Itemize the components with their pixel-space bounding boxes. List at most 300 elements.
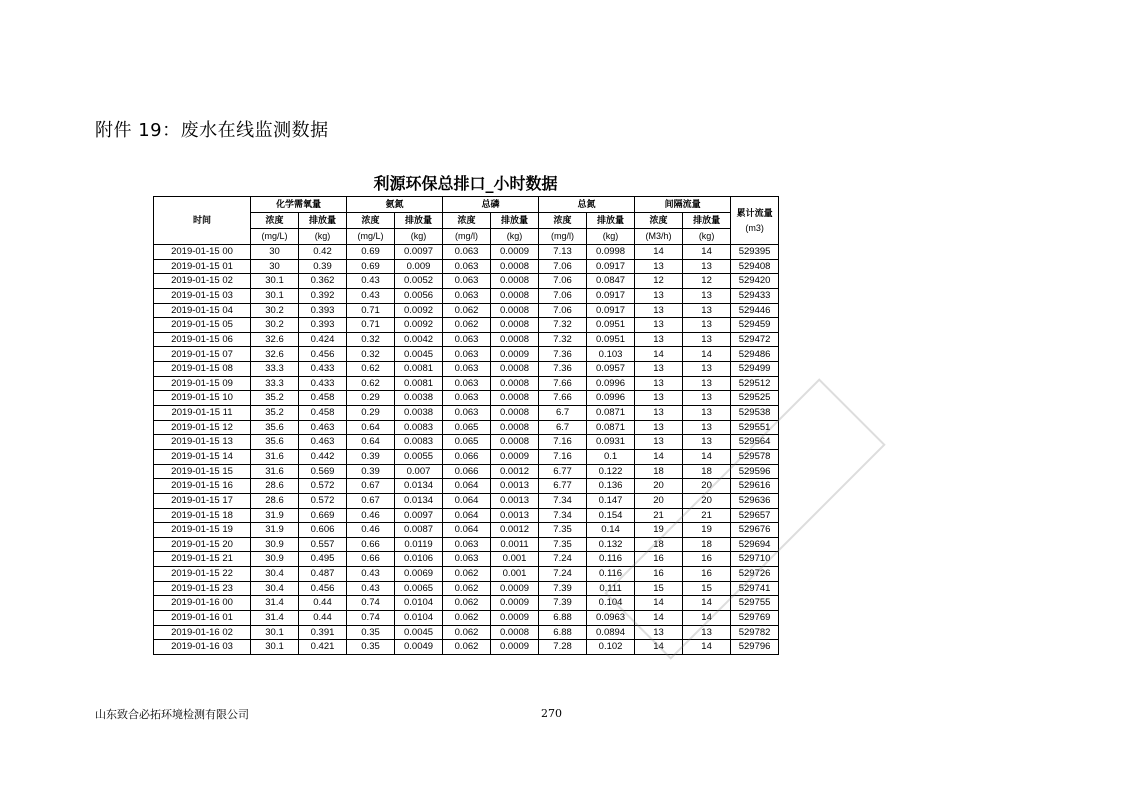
value-cell: 0.29 (347, 391, 395, 406)
value-cell: 13 (635, 435, 683, 450)
value-cell: 13 (635, 625, 683, 640)
value-cell: 14 (683, 640, 731, 655)
value-cell: 0.0008 (491, 362, 539, 377)
value-cell: 13 (635, 332, 683, 347)
monitoring-data-table (153, 196, 779, 655)
group-header-interval-flow: 间隔流量 (635, 197, 731, 213)
value-cell: 31.4 (251, 596, 299, 611)
value-cell: 0.063 (443, 362, 491, 377)
value-cell: 0.69 (347, 259, 395, 274)
header-row-groups (154, 197, 779, 213)
value-cell: 20 (635, 493, 683, 508)
value-cell: 529741 (731, 581, 779, 596)
value-cell: 0.0012 (491, 464, 539, 479)
value-cell: 7.32 (539, 332, 587, 347)
value-cell: 14 (683, 347, 731, 362)
value-cell: 30.2 (251, 318, 299, 333)
value-cell: 529755 (731, 596, 779, 611)
value-cell: 7.34 (539, 493, 587, 508)
table-row (154, 625, 779, 640)
time-cell: 2019-01-16 02 (154, 625, 251, 640)
time-cell: 2019-01-15 23 (154, 581, 251, 596)
value-cell: 0.0055 (395, 449, 443, 464)
value-cell: 12 (683, 274, 731, 289)
value-cell: 0.0008 (491, 318, 539, 333)
value-cell: 0.066 (443, 464, 491, 479)
value-cell: 0.136 (587, 479, 635, 494)
unit-cell: (mg/l) (443, 229, 491, 245)
value-cell: 7.24 (539, 552, 587, 567)
value-cell: 21 (683, 508, 731, 523)
value-cell: 7.16 (539, 449, 587, 464)
value-cell: 0.0042 (395, 332, 443, 347)
value-cell: 0.0065 (395, 581, 443, 596)
unit-cell: (kg) (395, 229, 443, 245)
value-cell: 13 (635, 303, 683, 318)
unit-cell: (kg) (299, 229, 347, 245)
value-cell: 0.393 (299, 318, 347, 333)
value-cell: 28.6 (251, 493, 299, 508)
table-row (154, 640, 779, 655)
value-cell: 0.0917 (587, 288, 635, 303)
value-cell: 0.062 (443, 611, 491, 626)
value-cell: 0.154 (587, 508, 635, 523)
value-cell: 31.9 (251, 523, 299, 538)
value-cell: 0.0134 (395, 493, 443, 508)
value-cell: 0.39 (299, 259, 347, 274)
value-cell: 529512 (731, 376, 779, 391)
value-cell: 0.433 (299, 362, 347, 377)
value-cell: 7.13 (539, 245, 587, 260)
value-cell: 21 (635, 508, 683, 523)
time-cell: 2019-01-15 09 (154, 376, 251, 391)
value-cell: 7.06 (539, 288, 587, 303)
value-cell: 0.0931 (587, 435, 635, 450)
value-cell: 0.0008 (491, 435, 539, 450)
value-cell: 0.456 (299, 347, 347, 362)
value-cell: 529564 (731, 435, 779, 450)
value-cell: 6.88 (539, 625, 587, 640)
value-cell: 6.77 (539, 464, 587, 479)
table-body (154, 245, 779, 655)
value-cell: 0.063 (443, 259, 491, 274)
value-cell: 30.1 (251, 625, 299, 640)
data-table-section (153, 172, 778, 655)
table-row (154, 274, 779, 289)
table-row (154, 259, 779, 274)
value-cell: 0.463 (299, 420, 347, 435)
time-cell: 2019-01-15 20 (154, 537, 251, 552)
value-cell: 0.116 (587, 552, 635, 567)
value-cell: 0.063 (443, 245, 491, 260)
time-cell: 2019-01-15 02 (154, 274, 251, 289)
value-cell: 19 (683, 523, 731, 538)
value-cell: 16 (635, 567, 683, 582)
value-cell: 0.67 (347, 479, 395, 494)
value-cell: 0.064 (443, 508, 491, 523)
value-cell: 0.64 (347, 435, 395, 450)
value-cell: 0.0008 (491, 274, 539, 289)
value-cell: 7.35 (539, 537, 587, 552)
value-cell: 30.1 (251, 640, 299, 655)
value-cell: 0.463 (299, 435, 347, 450)
subheader-cell: 排放量 (587, 213, 635, 229)
value-cell: 0.0013 (491, 493, 539, 508)
value-cell: 13 (683, 376, 731, 391)
value-cell: 0.111 (587, 581, 635, 596)
value-cell: 0.0083 (395, 420, 443, 435)
value-cell: 0.0009 (491, 245, 539, 260)
value-cell: 0.0056 (395, 288, 443, 303)
value-cell: 0.0081 (395, 362, 443, 377)
value-cell: 0.009 (395, 259, 443, 274)
subheader-cell: 排放量 (299, 213, 347, 229)
value-cell: 0.0008 (491, 303, 539, 318)
value-cell: 0.66 (347, 552, 395, 567)
time-cell: 2019-01-15 17 (154, 493, 251, 508)
value-cell: 0.14 (587, 523, 635, 538)
value-cell: 13 (683, 288, 731, 303)
table-row (154, 537, 779, 552)
value-cell: 13 (635, 362, 683, 377)
value-cell: 18 (635, 537, 683, 552)
table-row (154, 523, 779, 538)
value-cell: 529433 (731, 288, 779, 303)
unit-cell: (kg) (683, 229, 731, 245)
value-cell: 6.7 (539, 406, 587, 421)
value-cell: 0.393 (299, 303, 347, 318)
time-cell: 2019-01-16 01 (154, 611, 251, 626)
value-cell: 7.39 (539, 581, 587, 596)
value-cell: 0.39 (347, 449, 395, 464)
value-cell: 0.43 (347, 567, 395, 582)
value-cell: 15 (683, 581, 731, 596)
value-cell: 7.66 (539, 391, 587, 406)
table-row (154, 611, 779, 626)
table-row (154, 332, 779, 347)
unit-cell: (kg) (587, 229, 635, 245)
value-cell: 0.433 (299, 376, 347, 391)
subheader-cell: 排放量 (491, 213, 539, 229)
unit-cell: (kg) (491, 229, 539, 245)
value-cell: 0.0038 (395, 391, 443, 406)
value-cell: 0.064 (443, 479, 491, 494)
value-cell: 13 (635, 406, 683, 421)
cumulative-flow-header (731, 197, 779, 245)
value-cell: 0.495 (299, 552, 347, 567)
table-row (154, 362, 779, 377)
value-cell: 0.669 (299, 508, 347, 523)
table-row (154, 420, 779, 435)
value-cell: 0.116 (587, 567, 635, 582)
value-cell: 529551 (731, 420, 779, 435)
value-cell: 0.062 (443, 303, 491, 318)
value-cell: 18 (683, 464, 731, 479)
value-cell: 0.0894 (587, 625, 635, 640)
value-cell: 13 (683, 420, 731, 435)
value-cell: 529486 (731, 347, 779, 362)
value-cell: 0.39 (347, 464, 395, 479)
value-cell: 0.458 (299, 406, 347, 421)
table-row (154, 567, 779, 582)
value-cell: 0.0996 (587, 376, 635, 391)
subheader-cell: 排放量 (683, 213, 731, 229)
group-header-phosphorus: 总磷 (443, 197, 539, 213)
value-cell: 0.62 (347, 376, 395, 391)
value-cell: 0.001 (491, 552, 539, 567)
cumulative-flow-label: 累计流量 (736, 207, 773, 218)
value-cell: 7.66 (539, 376, 587, 391)
value-cell: 0.0069 (395, 567, 443, 582)
value-cell: 0.35 (347, 640, 395, 655)
value-cell: 0.557 (299, 537, 347, 552)
value-cell: 0.0008 (491, 259, 539, 274)
time-cell: 2019-01-15 01 (154, 259, 251, 274)
value-cell: 0.46 (347, 523, 395, 538)
value-cell: 0.572 (299, 479, 347, 494)
value-cell: 0.063 (443, 332, 491, 347)
value-cell: 0.392 (299, 288, 347, 303)
value-cell: 0.69 (347, 245, 395, 260)
value-cell: 0.421 (299, 640, 347, 655)
time-cell: 2019-01-15 22 (154, 567, 251, 582)
value-cell: 18 (683, 537, 731, 552)
value-cell: 7.06 (539, 303, 587, 318)
table-row (154, 493, 779, 508)
table-title: 利源环保总排口_小时数据 (373, 174, 558, 193)
value-cell: 0.0009 (491, 640, 539, 655)
value-cell: 0.71 (347, 303, 395, 318)
value-cell: 0.32 (347, 332, 395, 347)
value-cell: 529782 (731, 625, 779, 640)
value-cell: 0.063 (443, 391, 491, 406)
value-cell: 7.36 (539, 362, 587, 377)
time-cell: 2019-01-15 19 (154, 523, 251, 538)
value-cell: 0.062 (443, 581, 491, 596)
value-cell: 14 (635, 245, 683, 260)
value-cell: 0.67 (347, 493, 395, 508)
value-cell: 0.132 (587, 537, 635, 552)
value-cell: 529657 (731, 508, 779, 523)
value-cell: 529676 (731, 523, 779, 538)
value-cell: 529408 (731, 259, 779, 274)
value-cell: 31.4 (251, 611, 299, 626)
footer-company: 山东致合必拓环境检测有限公司 (95, 708, 249, 721)
value-cell: 13 (683, 391, 731, 406)
table-row (154, 464, 779, 479)
value-cell: 529636 (731, 493, 779, 508)
value-cell: 0.0119 (395, 537, 443, 552)
value-cell: 16 (683, 567, 731, 582)
value-cell: 28.6 (251, 479, 299, 494)
table-row (154, 596, 779, 611)
value-cell: 0.063 (443, 274, 491, 289)
value-cell: 0.062 (443, 318, 491, 333)
value-cell: 0.065 (443, 435, 491, 450)
value-cell: 0.0087 (395, 523, 443, 538)
value-cell: 13 (683, 406, 731, 421)
value-cell: 14 (635, 596, 683, 611)
value-cell: 529796 (731, 640, 779, 655)
value-cell: 30 (251, 259, 299, 274)
unit-cell: (mg/L) (251, 229, 299, 245)
time-cell: 2019-01-15 10 (154, 391, 251, 406)
value-cell: 0.44 (299, 611, 347, 626)
time-cell: 2019-01-15 16 (154, 479, 251, 494)
value-cell: 0.35 (347, 625, 395, 640)
value-cell: 0.0951 (587, 332, 635, 347)
value-cell: 6.77 (539, 479, 587, 494)
value-cell: 0.0013 (491, 508, 539, 523)
value-cell: 0.606 (299, 523, 347, 538)
value-cell: 7.34 (539, 508, 587, 523)
value-cell: 0.0104 (395, 611, 443, 626)
value-cell: 0.1 (587, 449, 635, 464)
cumulative-flow-unit: (m3) (745, 222, 764, 233)
value-cell: 13 (635, 391, 683, 406)
value-cell: 7.39 (539, 596, 587, 611)
value-cell: 0.063 (443, 376, 491, 391)
time-cell: 2019-01-15 14 (154, 449, 251, 464)
time-cell: 2019-01-15 21 (154, 552, 251, 567)
value-cell: 6.88 (539, 611, 587, 626)
value-cell: 16 (683, 552, 731, 567)
table-row (154, 479, 779, 494)
value-cell: 13 (635, 288, 683, 303)
value-cell: 529420 (731, 274, 779, 289)
value-cell: 529694 (731, 537, 779, 552)
value-cell: 0.0009 (491, 347, 539, 362)
time-cell: 2019-01-15 12 (154, 420, 251, 435)
time-cell: 2019-01-15 08 (154, 362, 251, 377)
value-cell: 529446 (731, 303, 779, 318)
value-cell: 0.32 (347, 347, 395, 362)
value-cell: 30.1 (251, 274, 299, 289)
time-cell: 2019-01-15 18 (154, 508, 251, 523)
value-cell: 13 (683, 318, 731, 333)
value-cell: 35.6 (251, 420, 299, 435)
value-cell: 0.0097 (395, 245, 443, 260)
value-cell: 0.66 (347, 537, 395, 552)
value-cell: 0.0998 (587, 245, 635, 260)
table-row (154, 508, 779, 523)
value-cell: 529395 (731, 245, 779, 260)
value-cell: 0.0996 (587, 391, 635, 406)
value-cell: 0.0009 (491, 611, 539, 626)
value-cell: 7.16 (539, 435, 587, 450)
value-cell: 0.066 (443, 449, 491, 464)
value-cell: 0.42 (299, 245, 347, 260)
value-cell: 0.43 (347, 274, 395, 289)
value-cell: 0.0008 (491, 420, 539, 435)
group-header-ammonia: 氨氮 (347, 197, 443, 213)
value-cell: 0.0008 (491, 406, 539, 421)
value-cell: 0.007 (395, 464, 443, 479)
value-cell: 13 (683, 362, 731, 377)
value-cell: 0.0008 (491, 376, 539, 391)
value-cell: 32.6 (251, 347, 299, 362)
value-cell: 0.0038 (395, 406, 443, 421)
value-cell: 0.063 (443, 406, 491, 421)
value-cell: 35.6 (251, 435, 299, 450)
time-cell: 2019-01-15 04 (154, 303, 251, 318)
value-cell: 20 (683, 493, 731, 508)
value-cell: 32.6 (251, 332, 299, 347)
value-cell: 35.2 (251, 391, 299, 406)
value-cell: 0.424 (299, 332, 347, 347)
value-cell: 0.062 (443, 596, 491, 611)
value-cell: 30 (251, 245, 299, 260)
subheader-cell: 浓度 (635, 213, 683, 229)
value-cell: 0.063 (443, 537, 491, 552)
value-cell: 0.0917 (587, 303, 635, 318)
value-cell: 0.71 (347, 318, 395, 333)
value-cell: 529616 (731, 479, 779, 494)
value-cell: 0.0052 (395, 274, 443, 289)
value-cell: 0.064 (443, 493, 491, 508)
value-cell: 0.0081 (395, 376, 443, 391)
value-cell: 0.062 (443, 567, 491, 582)
value-cell: 0.0917 (587, 259, 635, 274)
value-cell: 13 (683, 435, 731, 450)
value-cell: 20 (683, 479, 731, 494)
value-cell: 30.4 (251, 581, 299, 596)
value-cell: 0.0045 (395, 347, 443, 362)
value-cell: 0.29 (347, 406, 395, 421)
value-cell: 0.0009 (491, 596, 539, 611)
time-cell: 2019-01-16 00 (154, 596, 251, 611)
value-cell: 0.0008 (491, 391, 539, 406)
value-cell: 13 (683, 259, 731, 274)
value-cell: 0.44 (299, 596, 347, 611)
value-cell: 0.0008 (491, 332, 539, 347)
unit-cell: (mg/L) (347, 229, 395, 245)
value-cell: 18 (635, 464, 683, 479)
value-cell: 0.0951 (587, 318, 635, 333)
value-cell: 0.487 (299, 567, 347, 582)
value-cell: 35.2 (251, 406, 299, 421)
value-cell: 0.063 (443, 288, 491, 303)
table-row (154, 391, 779, 406)
value-cell: 0.458 (299, 391, 347, 406)
value-cell: 0.74 (347, 596, 395, 611)
value-cell: 0.0104 (395, 596, 443, 611)
value-cell: 0.0097 (395, 508, 443, 523)
value-cell: 7.06 (539, 274, 587, 289)
value-cell: 0.572 (299, 493, 347, 508)
value-cell: 0.102 (587, 640, 635, 655)
value-cell: 0.0106 (395, 552, 443, 567)
value-cell: 13 (683, 303, 731, 318)
table-row (154, 347, 779, 362)
value-cell: 14 (635, 611, 683, 626)
value-cell: 0.147 (587, 493, 635, 508)
value-cell: 0.0092 (395, 303, 443, 318)
value-cell: 14 (683, 245, 731, 260)
value-cell: 33.3 (251, 362, 299, 377)
unit-cell: (mg/l) (539, 229, 587, 245)
value-cell: 529459 (731, 318, 779, 333)
value-cell: 14 (635, 640, 683, 655)
value-cell: 31.6 (251, 449, 299, 464)
value-cell: 0.064 (443, 523, 491, 538)
subheader-cell: 浓度 (347, 213, 395, 229)
value-cell: 20 (635, 479, 683, 494)
subheader-cell: 浓度 (251, 213, 299, 229)
table-row (154, 552, 779, 567)
table-row (154, 318, 779, 333)
table-row (154, 376, 779, 391)
